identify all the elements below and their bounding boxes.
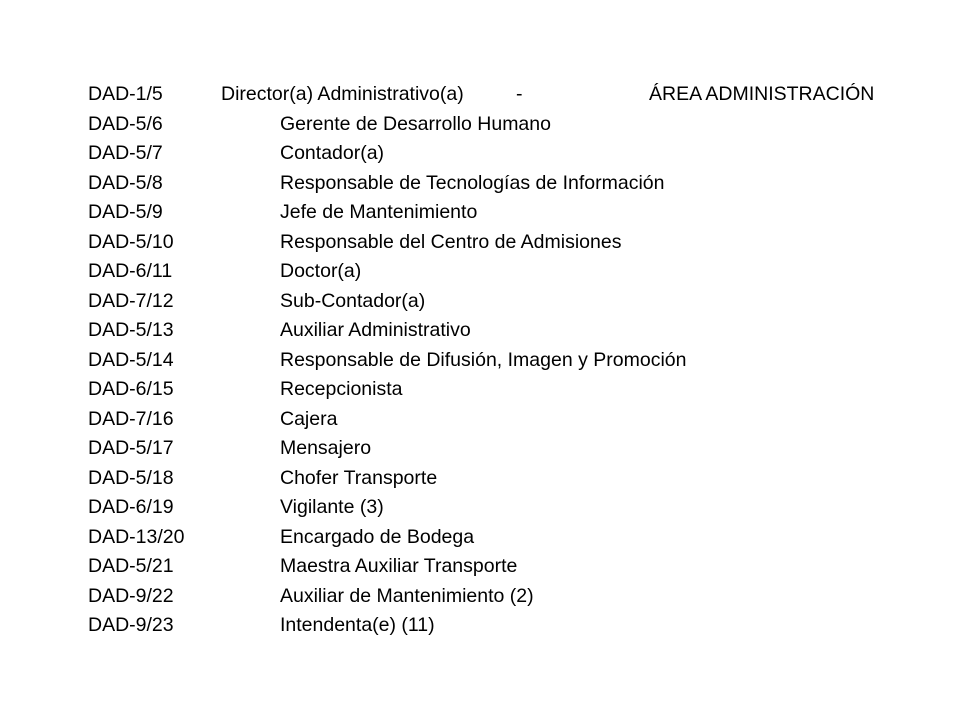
position-code: DAD-9/23 xyxy=(88,614,174,636)
position-title: Maestra Auxiliar Transporte xyxy=(280,555,518,577)
position-code: DAD-6/19 xyxy=(88,496,174,518)
position-code: DAD-5/9 xyxy=(88,201,163,223)
position-code: DAD-5/18 xyxy=(88,466,174,489)
position-row xyxy=(88,169,908,199)
header-separator: - xyxy=(516,83,523,105)
position-row xyxy=(88,405,908,435)
position-title: Auxiliar Administrativo xyxy=(280,319,471,341)
header-title: Director(a) Administrativo(a) xyxy=(221,83,464,105)
position-row xyxy=(88,611,908,641)
position-code: DAD-5/6 xyxy=(88,112,163,135)
position-title: Auxiliar de Mantenimiento (2) xyxy=(280,584,534,607)
position-title: Doctor(a) xyxy=(280,260,362,282)
position-title: Responsable de Tecnologías de Información xyxy=(280,171,665,194)
position-row xyxy=(88,228,908,258)
position-title: Encargado de Bodega xyxy=(280,525,475,548)
position-row xyxy=(88,434,908,464)
position-row xyxy=(88,139,908,169)
position-row xyxy=(88,493,908,523)
position-row xyxy=(88,464,908,494)
position-row xyxy=(88,582,908,612)
position-code: DAD-7/16 xyxy=(88,407,174,430)
position-title: Mensajero xyxy=(280,437,372,459)
position-rows xyxy=(88,110,908,641)
position-code: DAD-6/11 xyxy=(88,260,173,282)
position-title: Chofer Transporte xyxy=(280,466,438,489)
header-code: DAD-1/5 xyxy=(88,83,163,105)
position-row xyxy=(88,198,908,228)
position-code: DAD-9/22 xyxy=(88,584,174,607)
position-title: Intendenta(e) (11) xyxy=(280,614,435,636)
position-row xyxy=(88,287,908,317)
position-code: DAD-5/8 xyxy=(88,171,163,194)
position-row xyxy=(88,257,908,287)
position-title: Gerente de Desarrollo Humano xyxy=(280,112,551,135)
position-title: Cajera xyxy=(280,407,338,430)
position-title: Vigilante (3) xyxy=(280,496,384,518)
position-row xyxy=(88,346,908,376)
position-title: Contador(a) xyxy=(280,142,385,164)
position-row xyxy=(88,375,908,405)
position-row xyxy=(88,316,908,346)
position-title: Recepcionista xyxy=(280,378,403,400)
position-code: DAD-5/14 xyxy=(88,348,174,371)
position-code: DAD-5/10 xyxy=(88,230,174,253)
header-row xyxy=(88,80,908,110)
area-label: ÁREA ADMINISTRACIÓN xyxy=(649,83,875,105)
position-code: DAD-5/7 xyxy=(88,142,163,164)
position-title: Sub-Contador(a) xyxy=(280,289,426,312)
position-code: DAD-5/17 xyxy=(88,437,174,459)
position-list xyxy=(88,80,908,641)
position-title: Jefe de Mantenimiento xyxy=(280,201,478,223)
position-title: Responsable del Centro de Admisiones xyxy=(280,230,622,253)
position-code: DAD-5/13 xyxy=(88,319,174,341)
position-code: DAD-6/15 xyxy=(88,378,174,400)
position-code: DAD-7/12 xyxy=(88,289,174,312)
position-row xyxy=(88,110,908,140)
position-title: Responsable de Difusión, Imagen y Promoción xyxy=(280,348,687,371)
position-row xyxy=(88,523,908,553)
position-code: DAD-5/21 xyxy=(88,555,174,577)
position-row xyxy=(88,552,908,582)
position-code: DAD-13/20 xyxy=(88,525,185,548)
